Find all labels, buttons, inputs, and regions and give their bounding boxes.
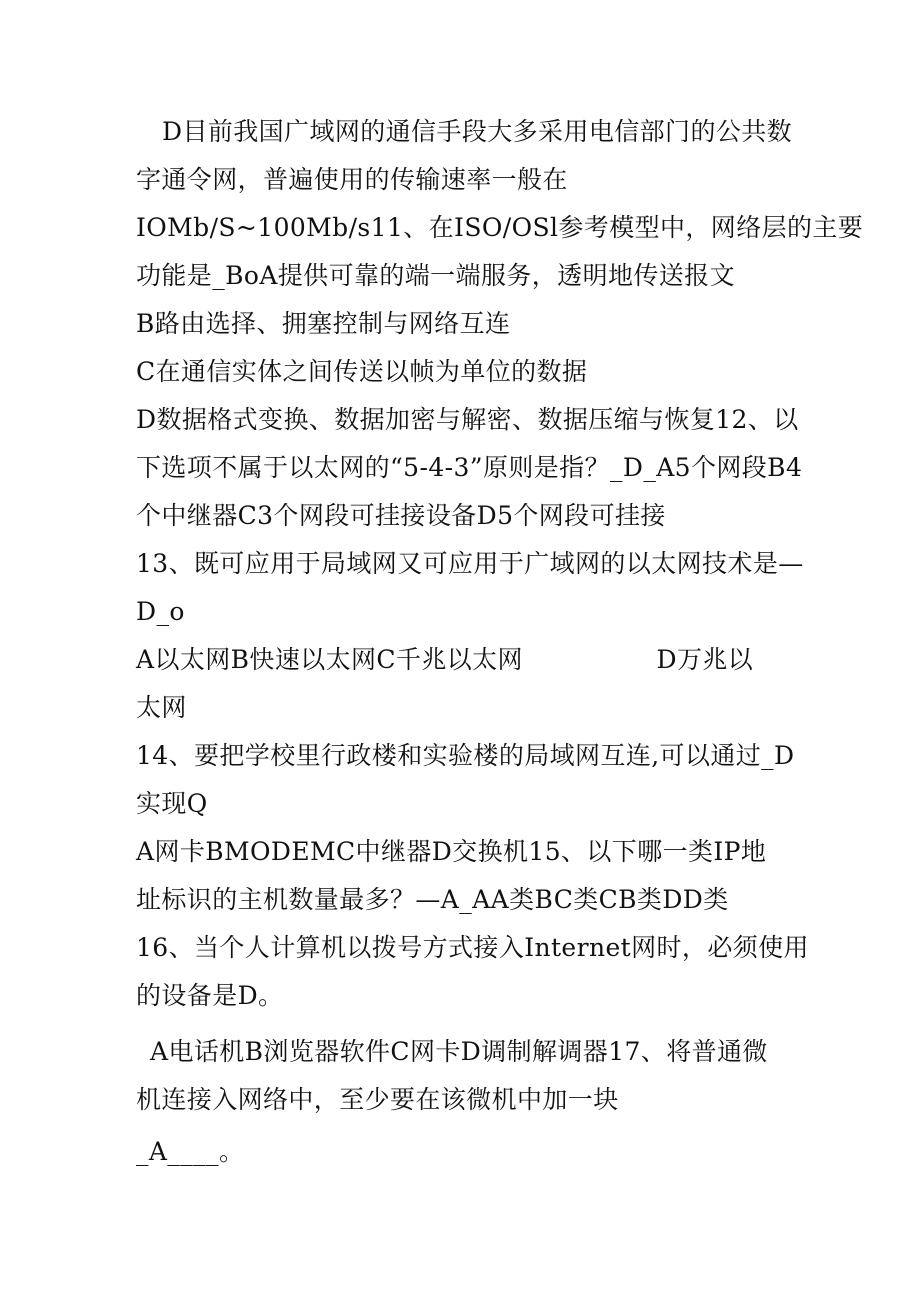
text-line-12: A以太网B快速以太网C千兆以太网 D万兆以 [136, 645, 754, 674]
text-line-10: 13、既可应用于局域网又可应用于广域网的以太网技术是— [136, 549, 804, 578]
text-line-22: _A____。 [136, 1137, 245, 1166]
text-line-14: 14、要把学校里行政楼和实验楼的局域网互连,可以通过_D [136, 741, 795, 770]
text-line-15: 实现Q [136, 789, 208, 818]
text-line-8: 下选项不属于以太网的“5-4-3”原则是指？_D_A5个网段B4 [136, 453, 803, 482]
text-line-21: 机连接入网络中，至少要在该微机中加一块 [136, 1085, 619, 1114]
text-line-11: D_o [136, 597, 185, 626]
text-line-2: 字通令网，普遍使用的传输速率一般在 [136, 165, 568, 194]
text-line-17: 址标识的主机数量最多？—A_AA类BC类CB类DD类 [136, 885, 729, 914]
text-line-16: A网卡BMODEMC中继器D交换机15、以下哪一类IP地 [136, 837, 767, 866]
text-line-4: 功能是_BoA提供可靠的端一端服务，透明地传送报文 [136, 261, 735, 290]
text-line-18: 16、当个人计算机以拨号方式接入Internet网时，必须使用 [136, 933, 809, 962]
text-line-6: C在通信实体之间传送以帧为单位的数据 [136, 357, 588, 386]
text-line-1: D目前我国广域网的通信手段大多采用电信部门的公共数 [162, 117, 793, 146]
text-line-9: 个中继器C3个网段可挂接设备D5个网段可挂接 [136, 501, 666, 530]
text-line-20: A电话机B浏览器软件C网卡D调制解调器17、将普通微 [150, 1037, 768, 1066]
text-line-3: IOMb∕S~100Mb∕s11、在ISO/OSl参考模型中，网络层的主要 [136, 213, 864, 242]
text-line-13: 太网 [136, 693, 187, 722]
text-line-19: 的设备是D。 [136, 981, 284, 1010]
text-line-7: D数据格式变换、数据加密与解密、数据压缩与恢复12、以 [136, 405, 799, 434]
text-line-5: B路由选择、拥塞控制与网络互连 [136, 309, 511, 338]
